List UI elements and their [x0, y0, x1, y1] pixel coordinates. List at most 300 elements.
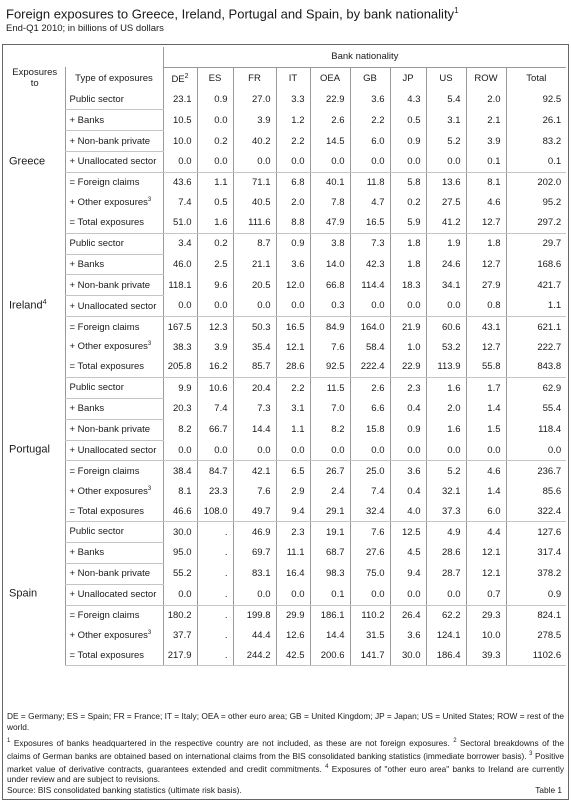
- cell-value: 2.2: [276, 377, 310, 398]
- cell-value: 27.9: [466, 275, 506, 296]
- cell-value: 0.0: [197, 110, 233, 131]
- cell-value: 26.7: [310, 461, 350, 481]
- table-row: [5, 337, 566, 357]
- cell-value: 62.9: [506, 377, 566, 398]
- cell-value: 421.7: [506, 275, 566, 296]
- header-col-row: ROW: [466, 67, 506, 89]
- cell-value: 20.3: [163, 398, 197, 419]
- cell-value: 0.3: [310, 296, 350, 317]
- cell-value: 7.0: [310, 398, 350, 419]
- header-row-group: [5, 47, 566, 67]
- cell-value: 14.5: [310, 131, 350, 152]
- cell-value: 297.2: [506, 213, 566, 233]
- cell-value: 0.0: [197, 440, 233, 461]
- cell-value: 26.4: [390, 605, 426, 625]
- cell-value: 27.5: [426, 193, 466, 213]
- row-label: = Foreign claims: [65, 461, 163, 481]
- cell-value: 1.4: [466, 398, 506, 419]
- cell-value: .: [197, 605, 233, 625]
- cell-value: 0.0: [310, 440, 350, 461]
- cell-value: 1.9: [426, 233, 466, 254]
- row-label: + Unallocated sector: [65, 296, 163, 317]
- row-label: = Total exposures: [65, 213, 163, 233]
- cell-value: 85.7: [233, 357, 276, 377]
- row-label: + Unallocated sector: [65, 440, 163, 461]
- cell-value: 24.6: [426, 254, 466, 275]
- cell-value: 41.2: [426, 213, 466, 233]
- table-row: [5, 522, 566, 543]
- row-label: + Other exposures$^3$: [65, 337, 163, 357]
- cell-value: 51.0: [163, 213, 197, 233]
- cell-value: 28.7: [426, 563, 466, 584]
- cell-value: 1102.6: [506, 645, 566, 665]
- cell-value: 11.1: [276, 542, 310, 563]
- cell-value: 43.1: [466, 317, 506, 337]
- cell-value: 31.5: [350, 626, 390, 646]
- cell-value: .: [197, 645, 233, 665]
- country-label: Greece: [9, 155, 46, 168]
- cell-value: 40.5: [233, 193, 276, 213]
- cell-value: 1.5: [466, 419, 506, 440]
- cell-value: 50.3: [233, 317, 276, 337]
- cell-value: 12.5: [390, 522, 426, 543]
- cell-value: 2.2: [276, 131, 310, 152]
- cell-value: 0.2: [390, 193, 426, 213]
- row-label: + Banks: [65, 254, 163, 275]
- cell-value: 62.2: [426, 605, 466, 625]
- cell-value: 16.5: [276, 317, 310, 337]
- cell-value: 1.1: [276, 419, 310, 440]
- cell-value: 28.6: [426, 542, 466, 563]
- cell-value: 37.3: [426, 501, 466, 521]
- cell-value: 0.0: [390, 440, 426, 461]
- cell-value: 6.6: [350, 398, 390, 419]
- cell-value: 92.5: [506, 89, 566, 109]
- cell-value: 55.8: [466, 357, 506, 377]
- cell-value: 11.5: [310, 377, 350, 398]
- table-frame: [2, 44, 569, 800]
- cell-value: 3.1: [276, 398, 310, 419]
- cell-value: 0.0: [233, 296, 276, 317]
- cell-value: 6.0: [466, 501, 506, 521]
- table-number: Table 1: [535, 785, 562, 795]
- cell-value: 1.0: [390, 337, 426, 357]
- cell-value: 0.0: [276, 440, 310, 461]
- cell-value: 0.0: [350, 584, 390, 605]
- cell-value: 21.9: [390, 317, 426, 337]
- cell-value: 12.1: [276, 337, 310, 357]
- cell-value: 4.4: [466, 522, 506, 543]
- cell-value: 69.7: [233, 542, 276, 563]
- cell-value: 114.4: [350, 275, 390, 296]
- cell-value: 1.8: [390, 254, 426, 275]
- cell-value: 1.2: [276, 110, 310, 131]
- cell-value: 3.1: [426, 110, 466, 131]
- table-row: [5, 296, 566, 317]
- cell-value: 46.0: [163, 254, 197, 275]
- cell-value: 621.1: [506, 317, 566, 337]
- cell-value: 202.0: [506, 172, 566, 192]
- cell-value: 2.0: [276, 193, 310, 213]
- cell-value: 60.6: [426, 317, 466, 337]
- cell-value: 84.9: [310, 317, 350, 337]
- cell-value: 222.7: [506, 337, 566, 357]
- cell-value: 0.4: [390, 481, 426, 501]
- cell-value: 2.6: [310, 110, 350, 131]
- row-label: + Other exposures$^3$: [65, 626, 163, 646]
- cell-value: 8.1: [466, 172, 506, 192]
- cell-value: 28.6: [276, 357, 310, 377]
- cell-value: 12.1: [466, 542, 506, 563]
- cell-value: 205.8: [163, 357, 197, 377]
- cell-value: 58.4: [350, 337, 390, 357]
- cell-value: 2.9: [276, 481, 310, 501]
- cell-value: 27.6: [350, 542, 390, 563]
- cell-value: 108.0: [197, 501, 233, 521]
- cell-value: 12.7: [466, 213, 506, 233]
- cell-value: 0.0: [350, 440, 390, 461]
- cell-value: 0.0: [390, 152, 426, 173]
- row-label: + Non-bank private: [65, 275, 163, 296]
- cell-value: 1.1: [506, 296, 566, 317]
- cell-value: 92.5: [310, 357, 350, 377]
- header-col-de: $DE^2$: [163, 67, 197, 89]
- cell-value: 49.7: [233, 501, 276, 521]
- numbered-notes: $^1$ Exposures of banks headquartered in the respective country are not included, as these are not foreign exposures. $^2$ Sectoral breakdowns of the claims of German banks are obtained based on international claims from the BIS consolidated banking statistics (immediate borrower basis). $^3$ Positive market value of derivative contracts, guarantees extended and credit commitments. $^4$ Exposures of "other euro area" banks to Ireland are currently under review and are subject to revisions.: [7, 737, 565, 785]
- cell-value: 15.8: [350, 419, 390, 440]
- cell-value: 3.6: [276, 254, 310, 275]
- cell-value: 0.7: [466, 584, 506, 605]
- note-3: Positive market value of derivative contracts, guarantees extended and credit commitments.: [7, 750, 564, 774]
- row-label: = Foreign claims: [65, 317, 163, 337]
- cell-value: 38.3: [163, 337, 197, 357]
- exposures-table: [5, 47, 566, 666]
- cell-value: 42.5: [276, 645, 310, 665]
- row-label: + Banks: [65, 542, 163, 563]
- cell-value: 7.4: [163, 193, 197, 213]
- table-row: [5, 377, 566, 398]
- cell-value: 0.0: [233, 440, 276, 461]
- cell-value: 141.7: [350, 645, 390, 665]
- cell-value: 0.0: [466, 440, 506, 461]
- cell-value: 0.5: [390, 110, 426, 131]
- cell-value: 2.3: [390, 377, 426, 398]
- cell-value: 10.0: [163, 131, 197, 152]
- row-label: = Total exposures: [65, 357, 163, 377]
- table-row: [5, 605, 566, 625]
- cell-value: 20.4: [233, 377, 276, 398]
- cell-value: 12.7: [466, 337, 506, 357]
- cell-value: 12.6: [276, 626, 310, 646]
- cell-value: 217.9: [163, 645, 197, 665]
- row-label: + Banks: [65, 398, 163, 419]
- row-label: + Unallocated sector: [65, 584, 163, 605]
- cell-value: 1.4: [466, 481, 506, 501]
- cell-value: 0.0: [350, 296, 390, 317]
- row-label: + Non-bank private: [65, 131, 163, 152]
- cell-value: 127.6: [506, 522, 566, 543]
- cell-value: 42.3: [350, 254, 390, 275]
- cell-value: 0.5: [197, 193, 233, 213]
- cell-value: 0.9: [390, 131, 426, 152]
- table-row: [5, 626, 566, 646]
- table-body: [5, 47, 566, 666]
- cell-value: 4.6: [466, 193, 506, 213]
- cell-value: 824.1: [506, 605, 566, 625]
- cell-value: 21.1: [233, 254, 276, 275]
- cell-value: 3.9: [466, 131, 506, 152]
- table-row: [5, 461, 566, 481]
- table-row: [5, 89, 566, 109]
- cell-value: 22.9: [390, 357, 426, 377]
- cell-value: 0.1: [506, 152, 566, 173]
- cell-value: 32.1: [426, 481, 466, 501]
- cell-value: 66.8: [310, 275, 350, 296]
- table-row: [5, 501, 566, 521]
- cell-value: 168.6: [506, 254, 566, 275]
- table-row: [5, 563, 566, 584]
- cell-value: 19.1: [310, 522, 350, 543]
- cell-value: 2.3: [276, 522, 310, 543]
- row-label: = Foreign claims: [65, 172, 163, 192]
- cell-value: 186.4: [426, 645, 466, 665]
- header-col-es: ES: [197, 67, 233, 89]
- cell-value: 4.5: [390, 542, 426, 563]
- cell-value: .: [197, 584, 233, 605]
- cell-value: 37.7: [163, 626, 197, 646]
- cell-value: 1.8: [390, 233, 426, 254]
- cell-value: 4.7: [350, 193, 390, 213]
- cell-value: 0.0: [197, 296, 233, 317]
- table-title: [6, 6, 571, 21]
- cell-value: 3.6: [350, 89, 390, 109]
- cell-value: 0.0: [276, 152, 310, 173]
- cell-value: 47.9: [310, 213, 350, 233]
- cell-value: 9.4: [276, 501, 310, 521]
- cell-value: 7.6: [233, 481, 276, 501]
- table-row: [5, 317, 566, 337]
- cell-value: 32.4: [350, 501, 390, 521]
- cell-value: 20.5: [233, 275, 276, 296]
- table-row: [5, 110, 566, 131]
- cell-value: 7.6: [310, 337, 350, 357]
- cell-value: 18.3: [390, 275, 426, 296]
- footnotes: [7, 711, 564, 788]
- cell-value: 0.0: [163, 440, 197, 461]
- note-2: Sectoral breakdowns of the claims of German banks are obtained based on international claims from the BIS consolidated banking statistics (immediate borrower basis).: [7, 737, 565, 761]
- row-label: + Other exposures$^3$: [65, 193, 163, 213]
- cell-value: 110.2: [350, 605, 390, 625]
- table-row: [5, 193, 566, 213]
- cell-value: 83.2: [506, 131, 566, 152]
- cell-value: 5.2: [426, 461, 466, 481]
- cell-value: 34.1: [426, 275, 466, 296]
- cell-value: 98.3: [310, 563, 350, 584]
- cell-value: 9.9: [163, 377, 197, 398]
- row-label: + Non-bank private: [65, 419, 163, 440]
- cell-value: 12.1: [466, 563, 506, 584]
- cell-value: 0.0: [426, 440, 466, 461]
- table-row: [5, 357, 566, 377]
- header-type-of-exposures: Type of exposures: [65, 67, 163, 89]
- title-text: Foreign exposures to Greece, Ireland, Portugal and Spain, by bank nationality: [6, 6, 455, 22]
- cell-value: 2.6: [350, 377, 390, 398]
- cell-value: 7.4: [197, 398, 233, 419]
- cell-value: 1.8: [466, 233, 506, 254]
- cell-value: 9.6: [197, 275, 233, 296]
- cell-value: 44.4: [233, 626, 276, 646]
- cell-value: 43.6: [163, 172, 197, 192]
- cell-value: 3.9: [233, 110, 276, 131]
- row-label: + Unallocated sector: [65, 152, 163, 173]
- cell-value: 10.5: [163, 110, 197, 131]
- cell-value: 0.9: [506, 584, 566, 605]
- cell-value: 95.0: [163, 542, 197, 563]
- cell-value: 29.1: [310, 501, 350, 521]
- cell-value: 0.9: [390, 419, 426, 440]
- row-label: + Banks: [65, 110, 163, 131]
- cell-value: .: [197, 522, 233, 543]
- cell-value: 83.1: [233, 563, 276, 584]
- table-row: [5, 152, 566, 173]
- cell-value: 0.2: [197, 233, 233, 254]
- cell-value: 26.1: [506, 110, 566, 131]
- cell-value: 39.3: [466, 645, 506, 665]
- cell-value: 0.2: [197, 131, 233, 152]
- country-label: Ireland$^4$: [9, 298, 47, 312]
- cell-value: 0.0: [426, 584, 466, 605]
- cell-value: 29.3: [466, 605, 506, 625]
- cell-value: 95.2: [506, 193, 566, 213]
- row-label: Public sector: [65, 233, 163, 254]
- header-col-us: US: [426, 67, 466, 89]
- cell-value: 30.0: [390, 645, 426, 665]
- cell-value: 1.7: [466, 377, 506, 398]
- cell-value: 236.7: [506, 461, 566, 481]
- cell-value: 68.7: [310, 542, 350, 563]
- cell-value: 6.5: [276, 461, 310, 481]
- cell-value: 113.9: [426, 357, 466, 377]
- cell-value: 317.4: [506, 542, 566, 563]
- table-row: [5, 131, 566, 152]
- cell-value: 4.3: [390, 89, 426, 109]
- cell-value: 0.4: [390, 398, 426, 419]
- cell-value: 0.1: [466, 152, 506, 173]
- cell-value: 180.2: [163, 605, 197, 625]
- cell-value: 84.7: [197, 461, 233, 481]
- cell-value: 2.4: [310, 481, 350, 501]
- cell-value: 11.8: [350, 172, 390, 192]
- cell-value: 8.7: [233, 233, 276, 254]
- row-label: = Total exposures: [65, 501, 163, 521]
- cell-value: 244.2: [233, 645, 276, 665]
- cell-value: 0.0: [163, 152, 197, 173]
- cell-value: 843.8: [506, 357, 566, 377]
- cell-value: 55.2: [163, 563, 197, 584]
- cell-value: 25.0: [350, 461, 390, 481]
- cell-value: 5.9: [390, 213, 426, 233]
- header-col-total: Total: [506, 67, 566, 89]
- cell-value: 118.4: [506, 419, 566, 440]
- cell-value: 2.5: [197, 254, 233, 275]
- cell-value: 3.6: [390, 461, 426, 481]
- cell-value: 12.3: [197, 317, 233, 337]
- cell-value: 1.1: [197, 172, 233, 192]
- cell-value: 38.4: [163, 461, 197, 481]
- cell-value: 40.1: [310, 172, 350, 192]
- cell-value: 278.5: [506, 626, 566, 646]
- cell-value: .: [197, 542, 233, 563]
- cell-value: 6.8: [276, 172, 310, 192]
- header-col-it: IT: [276, 67, 310, 89]
- header-col-jp: JP: [390, 67, 426, 89]
- cell-value: 30.0: [163, 522, 197, 543]
- cell-value: 10.6: [197, 377, 233, 398]
- cell-value: 2.0: [466, 89, 506, 109]
- cell-value: 12.0: [276, 275, 310, 296]
- cell-value: 0.9: [276, 233, 310, 254]
- cell-value: 23.3: [197, 481, 233, 501]
- table-row: [5, 440, 566, 461]
- row-label: Public sector: [65, 377, 163, 398]
- note-1: Exposures of banks headquartered in the respective country are not included, as these are not foreign exposures.: [13, 737, 450, 748]
- header-col-fr: FR: [233, 67, 276, 89]
- cell-value: 0.0: [233, 152, 276, 173]
- cell-value: 3.8: [310, 233, 350, 254]
- cell-value: 0.0: [426, 296, 466, 317]
- cell-value: 124.1: [426, 626, 466, 646]
- cell-value: 3.9: [197, 337, 233, 357]
- table-row: [5, 275, 566, 296]
- cell-value: 2.0: [426, 398, 466, 419]
- header-col-oea: OEA: [310, 67, 350, 89]
- cell-value: 0.0: [310, 152, 350, 173]
- cell-value: 378.2: [506, 563, 566, 584]
- row-label: + Other exposures$^3$: [65, 481, 163, 501]
- cell-value: 4.6: [466, 461, 506, 481]
- cell-value: 0.0: [350, 152, 390, 173]
- cell-value: 0.0: [390, 584, 426, 605]
- cell-value: 4.0: [390, 501, 426, 521]
- header-exposures-to: Exposures to: [12, 67, 58, 90]
- cell-value: 1.6: [197, 213, 233, 233]
- cell-value: 9.4: [390, 563, 426, 584]
- table-row: [5, 233, 566, 254]
- cell-value: 8.8: [276, 213, 310, 233]
- table-subtitle: End-Q1 2010; in billions of US dollars: [6, 23, 164, 35]
- cell-value: 7.3: [233, 398, 276, 419]
- cell-value: 14.4: [310, 626, 350, 646]
- cell-value: 322.4: [506, 501, 566, 521]
- table-row: [5, 481, 566, 501]
- cell-value: 199.8: [233, 605, 276, 625]
- cell-value: 66.7: [197, 419, 233, 440]
- cell-value: 0.0: [276, 296, 310, 317]
- cell-value: 0.0: [233, 584, 276, 605]
- cell-value: 29.7: [506, 233, 566, 254]
- cell-value: 5.8: [390, 172, 426, 192]
- cell-value: 7.3: [350, 233, 390, 254]
- cell-value: 7.6: [350, 522, 390, 543]
- title-footnote-mark: 1: [454, 6, 459, 15]
- cell-value: 167.5: [163, 317, 197, 337]
- cell-value: 53.2: [426, 337, 466, 357]
- cell-value: 118.1: [163, 275, 197, 296]
- cell-value: 0.0: [390, 296, 426, 317]
- cell-value: 6.0: [350, 131, 390, 152]
- table-row: [5, 584, 566, 605]
- cell-value: 164.0: [350, 317, 390, 337]
